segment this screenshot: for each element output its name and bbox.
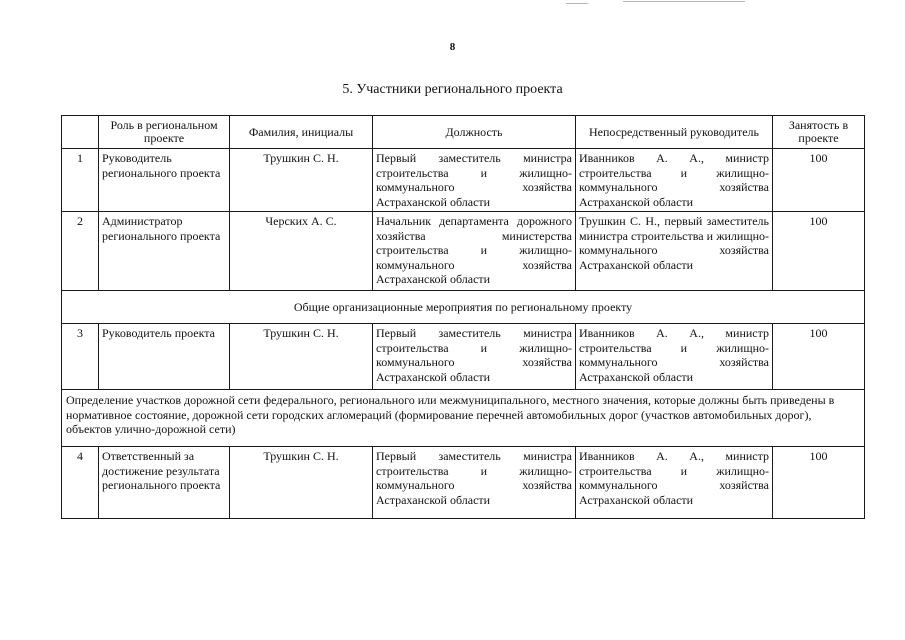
cell-name: Трушкин С. Н. (230, 447, 373, 519)
cell-load: 100 (773, 149, 865, 212)
table-row (62, 149, 865, 212)
table-header-row (62, 116, 865, 149)
cell-num: 3 (62, 324, 99, 390)
scan-artifact-line (566, 3, 588, 4)
header-num (62, 116, 99, 149)
cell-role: Руководитель проекта (99, 324, 230, 390)
section-general-title: Общие организационные мероприятия по региональному проекту (62, 291, 865, 324)
cell-supervisor: Иванников А. А., министр строительства и жилищно-коммунального хозяйства Астраханской области (576, 447, 773, 519)
page-number: 8 (449, 41, 456, 53)
header-load: Занятость в проекте (773, 116, 865, 149)
table-row (62, 324, 865, 390)
cell-supervisor: Иванников А. А., министр строительства и жилищно-коммунального хозяйства Астраханской области (576, 324, 773, 390)
section-row (62, 390, 865, 447)
cell-name: Черских А. С. (230, 212, 373, 291)
cell-position: Первый заместитель министра строительства и жилищно-коммунального хозяйства Астраханской области (373, 447, 576, 519)
section-roads-title: Определение участков дорожной сети федерального, регионального или межмуниципального, местного значения, которые должны быть приведены в нормативное состояние, дорожной сети городских агломераций (формирование перечней автомобильных дорог (участков автомобильных дорог), объектов улично-дорожной сети) (62, 390, 865, 447)
cell-role: Руководитель регионального проекта (99, 149, 230, 212)
cell-role: Ответственный за достижение результата регионального проекта (99, 447, 230, 519)
participants-table (61, 115, 865, 519)
header-role: Роль в региональном проекте (99, 116, 230, 149)
cell-load: 100 (773, 447, 865, 519)
table-row (62, 212, 865, 291)
table-row (62, 447, 865, 519)
cell-name: Трушкин С. Н. (230, 324, 373, 390)
cell-num: 2 (62, 212, 99, 291)
cell-position: Первый заместитель министра строительства и жилищно-коммунального хозяйства Астраханской области (373, 149, 576, 212)
cell-supervisor: Трушкин С. Н., первый заместитель министра строительства и жилищно-коммунального хозяйства Астраханской области (576, 212, 773, 291)
cell-load: 100 (773, 324, 865, 390)
cell-position: Начальник департамента дорожного хозяйства министерства строительства и жилищно-коммунального хозяйства Астраханской области (373, 212, 576, 291)
cell-position: Первый заместитель министра строительства и жилищно-коммунального хозяйства Астраханской области (373, 324, 576, 390)
cell-role: Администратор регионального проекта (99, 212, 230, 291)
scan-artifact-line (623, 1, 745, 2)
header-name: Фамилия, инициалы (230, 116, 373, 149)
cell-num: 4 (62, 447, 99, 519)
cell-num: 1 (62, 149, 99, 212)
cell-supervisor: Иванников А. А., министр строительства и жилищно-коммунального хозяйства Астраханской области (576, 149, 773, 212)
section-row (62, 291, 865, 324)
cell-load: 100 (773, 212, 865, 291)
cell-name: Трушкин С. Н. (230, 149, 373, 212)
header-position: Должность (373, 116, 576, 149)
section-title: 5. Участники регионального проекта (342, 82, 563, 97)
header-supervisor: Непосредственный руководитель (576, 116, 773, 149)
